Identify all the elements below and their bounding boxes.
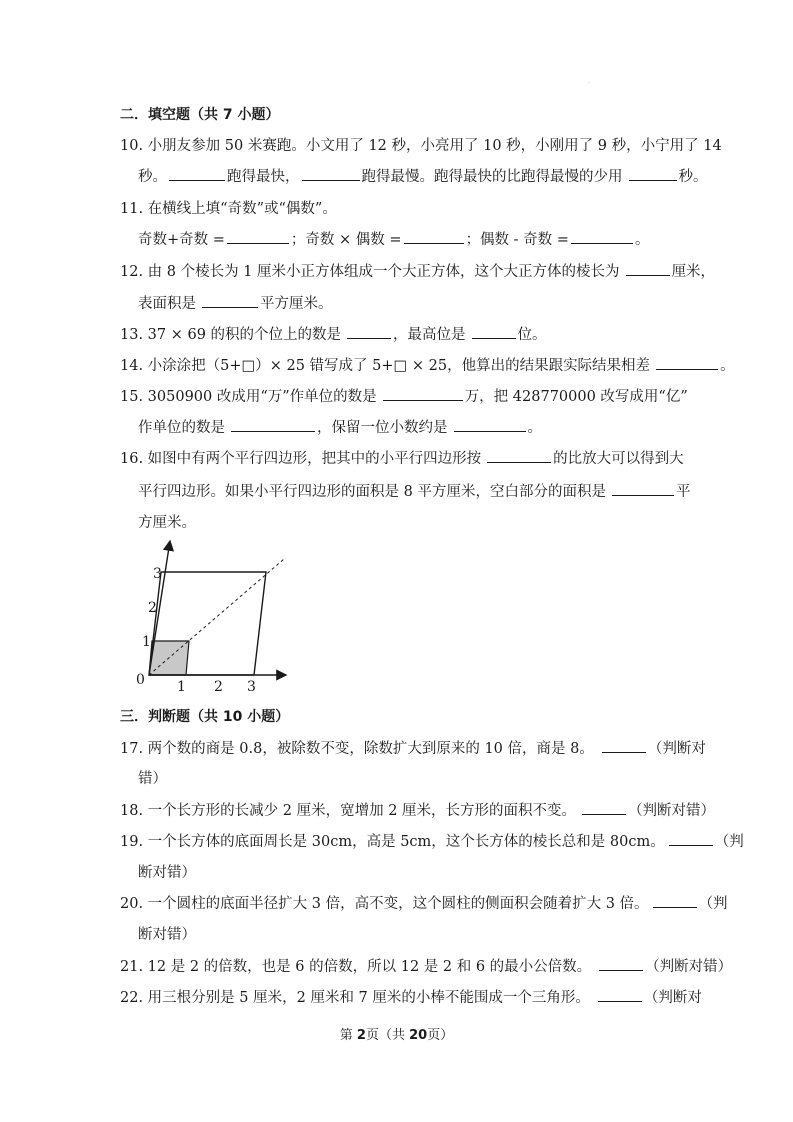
q21-blank[interactable] — [599, 956, 643, 971]
dashed-diagonal — [149, 559, 284, 675]
q10-line2: 秒。 跑得最快， 跑得最慢。跑得最快的比跑得最慢的少用 秒。 — [138, 165, 708, 186]
y-tick-label: 2 — [148, 600, 157, 616]
q11-line1: 11. 在横线上填“奇数”或“偶数”。 — [120, 201, 337, 217]
q11-blank-1[interactable] — [227, 229, 289, 244]
q16-blank-2[interactable] — [612, 481, 674, 496]
q18-blank[interactable] — [582, 800, 626, 815]
q20-line1: 20. 一个圆柱的底面半径扩大 3 倍，高不变，这个圆柱的侧面积会随着扩大 3 倍。 （判 — [120, 892, 728, 913]
x-tick-label: 3 — [247, 679, 256, 695]
origin-label: 0 — [136, 672, 145, 688]
q17-line1: 17. 两个数的商是 0.8，被除数不变，除数扩大到原来的 10 倍，商是 8。 （判断对 — [120, 737, 706, 758]
q19-blank[interactable] — [669, 831, 713, 846]
q10-blank-2[interactable] — [302, 166, 360, 181]
q10-line1: 10. 小朋友参加 50 米赛跑。小文用了 12 秒，小亮用了 10 秒，小刚用了 9 秒，小宁用了 14 — [120, 138, 722, 154]
q17-blank[interactable] — [602, 738, 646, 753]
q13-line: 13. 37 × 69 的积的个位上的数是 ，最高位是 位。 — [120, 323, 547, 344]
q16-line1: 16. 如图中有两个平行四边形，把其中的小平行四边形按 的比放大可以得到大 — [120, 447, 684, 468]
q15-blank-1[interactable] — [383, 386, 463, 401]
q14-line: 14. 小涂涂把（5+□）× 25 错写成了 5+□ × 25，他算出的结果跟实际结果相差 。 — [120, 354, 735, 375]
q19-line1: 19. 一个长方体的底面周长是 30cm，高是 5cm，这个长方体的棱长总和是 80cm。 （判 — [120, 830, 744, 851]
q18-line: 18. 一个长方形的长减少 2 厘米，宽增加 2 厘米，长方形的面积不变。 （判断对错） — [120, 799, 715, 820]
q11-line2: 奇数+奇数 = ；奇数 × 偶数 = ；偶数 - 奇数 = 。 — [138, 228, 649, 249]
q20-line2: 断对错） — [138, 927, 196, 943]
q16-line2: 平行四边形。如果小平行四边形的面积是 8 平方厘米，空白部分的面积是 平 — [138, 480, 690, 501]
q21-line: 21. 12 是 2 的倍数，也是 6 的倍数，所以 12 是 2 和 6 的最小公倍数。 （判断对错） — [120, 955, 732, 976]
y-tick-label: 3 — [153, 566, 162, 582]
q12-blank-1[interactable] — [626, 261, 670, 276]
q10-blank-1[interactable] — [169, 166, 225, 181]
y-tick-label: 1 — [142, 634, 151, 650]
q17-line2: 错） — [138, 771, 167, 787]
q22-blank[interactable] — [598, 987, 642, 1002]
q11-blank-3[interactable] — [571, 229, 633, 244]
q15-line1: 15. 3050900 改成用“万”作单位的数是 万，把 428770000 改写成用“亿” — [120, 385, 688, 406]
q12-line1: 12. 由 8 个棱长为 1 厘米小正方体组成一个大正方体，这个大正方体的棱长为 厘米， — [120, 260, 715, 281]
x-tick-label: 2 — [214, 679, 223, 695]
q22-line: 22. 用三根分别是 5 厘米，2 厘米和 7 厘米的小棒不能围成一个三角形。 （判断对 — [120, 986, 702, 1007]
x-tick-label: 1 — [177, 679, 186, 695]
q15-line2: 作单位的数是 ，保留一位小数约是 。 — [138, 416, 542, 437]
q12-line2: 表面积是 平方厘米。 — [138, 292, 333, 313]
page-footer: 第 2页（共 20页） — [339, 1028, 454, 1043]
q13-blank-1[interactable] — [347, 324, 391, 339]
scan-dot: · — [588, 80, 590, 87]
q15-blank-3[interactable] — [454, 417, 526, 432]
q14-blank-1[interactable] — [656, 355, 718, 370]
q13-blank-2[interactable] — [472, 324, 516, 339]
q16-line3: 方厘米。 — [138, 515, 196, 531]
q19-line2: 断对错） — [138, 865, 196, 881]
page-total: 20 — [409, 1028, 428, 1043]
q12-blank-2[interactable] — [202, 293, 258, 308]
page-number: 2 — [356, 1028, 366, 1043]
q16-blank-1[interactable] — [487, 448, 551, 463]
q10-blank-3[interactable] — [629, 166, 677, 181]
section2-title: 二．填空题（共 7 小题） — [120, 107, 280, 123]
section3-title: 三．判断题（共 10 小题） — [120, 709, 290, 725]
q11-blank-2[interactable] — [404, 229, 464, 244]
q15-blank-2[interactable] — [231, 417, 315, 432]
parallelogram-figure — [134, 535, 294, 695]
q20-blank[interactable] — [653, 893, 697, 908]
